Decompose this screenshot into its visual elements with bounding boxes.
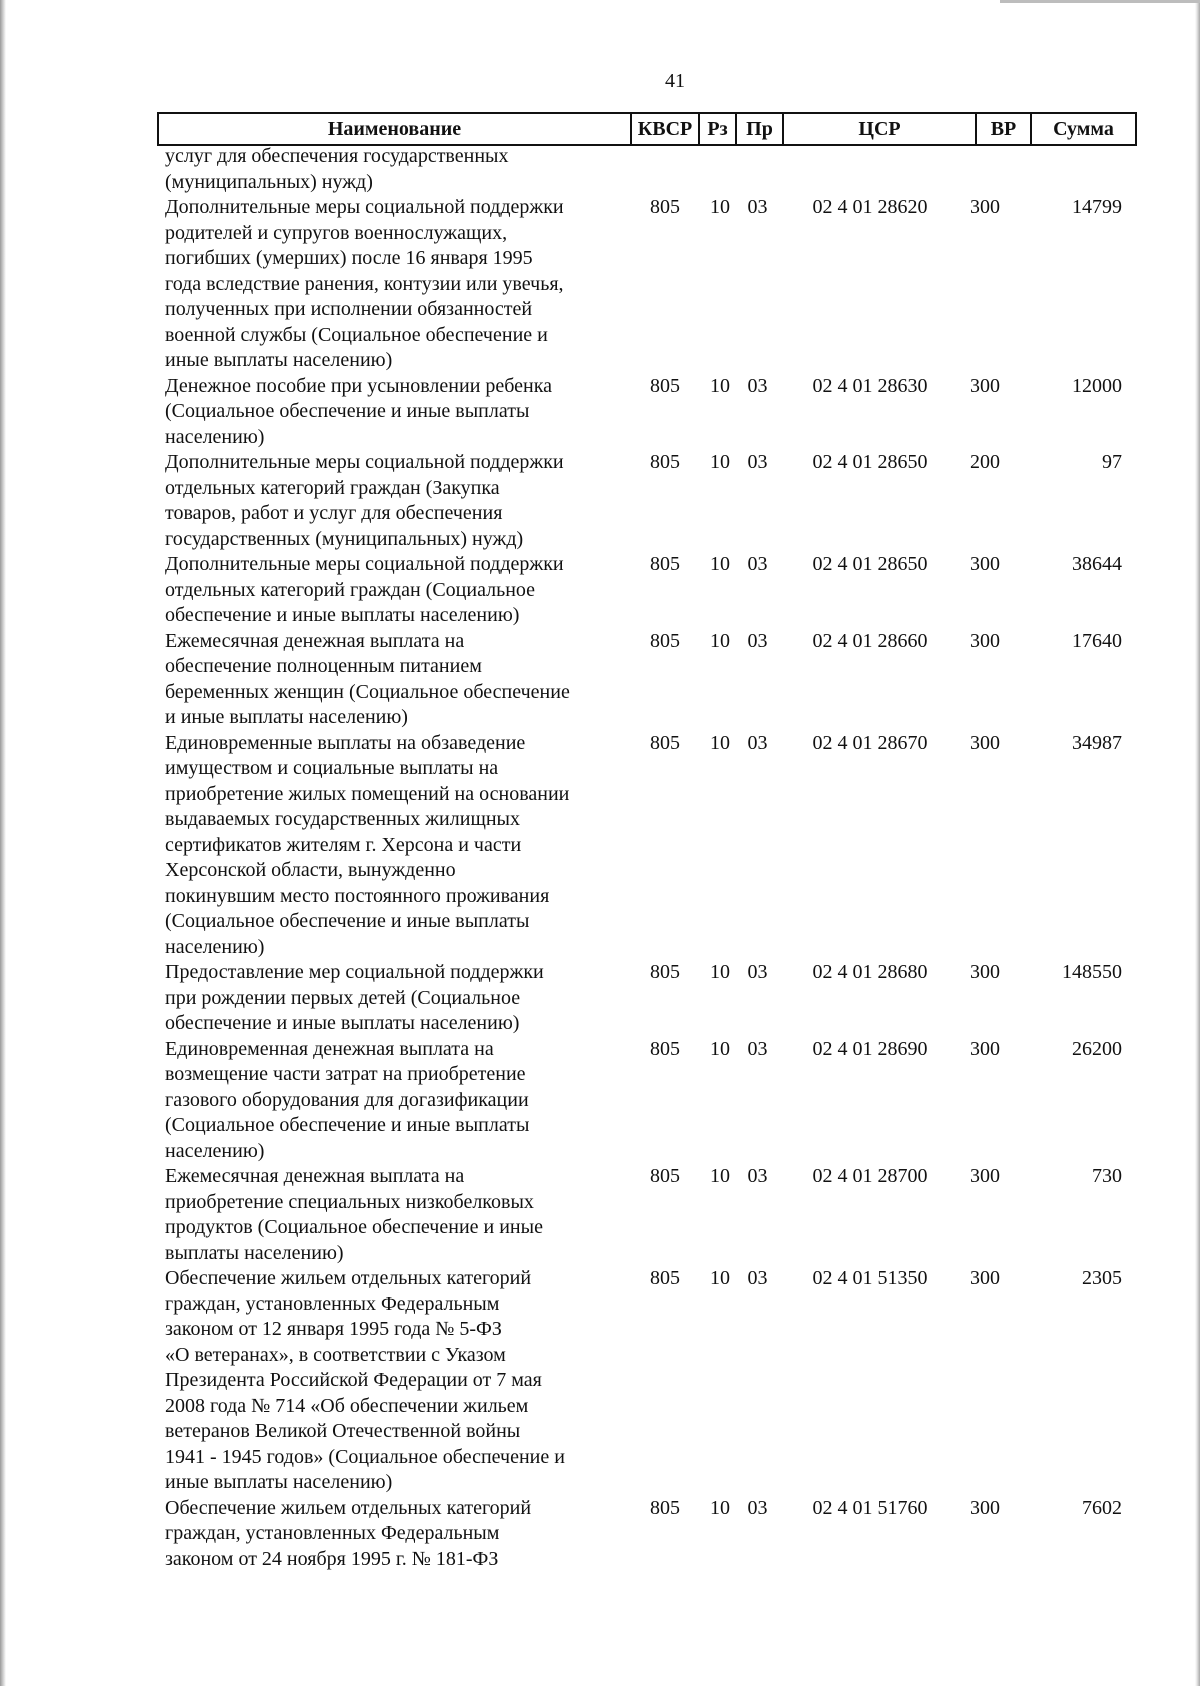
row-name [165, 1164, 615, 1266]
row-sum: 148550 [1062, 961, 1122, 983]
row-csr: 02 4 01 51760 [812, 1496, 928, 1519]
row-kvsr: 805 [650, 731, 680, 754]
row-pr: 03 [747, 961, 768, 983]
scan-edge-right [1195, 0, 1200, 1686]
row-kvsr: 805 [650, 1165, 680, 1187]
row-rz: 10 [710, 731, 730, 754]
row-pr: 03 [747, 1037, 768, 1060]
row-sum: 26200 [1072, 1037, 1122, 1060]
row-vr: 300 [970, 1267, 1000, 1289]
name-line: услуг для обеспечения государственных [165, 145, 509, 167]
page-number: 41 [665, 70, 685, 92]
name-line: 1941 - 1945 годов» (Социальное обеспечение и [165, 1445, 565, 1468]
row-rz: 10 [710, 1496, 730, 1519]
row-pr: 03 [747, 1267, 768, 1289]
row-name [165, 960, 615, 1037]
row-name [165, 1496, 615, 1573]
name-line: года вследствие ранения, контузии или увечья, [165, 272, 564, 295]
table-row [165, 731, 1135, 961]
row-vr: 300 [970, 731, 1000, 754]
name-line: Единовременные выплаты на обзаведение [165, 731, 526, 754]
row-csr: 02 4 01 28680 [812, 961, 928, 983]
row-kvsr: 805 [650, 1496, 680, 1519]
name-line: граждан, установленных Федеральным [165, 1522, 500, 1544]
row-vr: 300 [970, 961, 1000, 983]
row-vr: 300 [970, 1496, 1000, 1519]
table-row [165, 1266, 1135, 1496]
row-name [165, 374, 615, 451]
row-pr: 03 [747, 451, 768, 473]
row-csr: 02 4 01 28660 [812, 629, 928, 652]
name-line: законом от 24 ноября 1995 г. № 181-ФЗ [165, 1547, 499, 1570]
row-pr: 03 [747, 1165, 768, 1187]
row-sum: 34987 [1072, 731, 1122, 754]
row-csr: 02 4 01 28690 [812, 1037, 928, 1060]
row-csr: 02 4 01 28650 [812, 451, 928, 473]
scan-edge-left [0, 0, 6, 1686]
name-line: граждан, установленных Федеральным [165, 1292, 500, 1315]
row-rz: 10 [710, 1267, 730, 1289]
name-line: Единовременная денежная выплата на [165, 1037, 494, 1060]
name-line: законом от 12 января 1995 года № 5-ФЗ [165, 1318, 502, 1340]
name-line: (Социальное обеспечение и иные выплаты [165, 400, 530, 422]
row-vr: 300 [970, 1165, 1000, 1187]
name-line: Ежемесячная денежная выплата на [165, 629, 465, 652]
table-row [165, 1037, 1135, 1165]
name-line: Президента Российской Федерации от 7 мая [165, 1369, 542, 1391]
row-pr: 03 [747, 1496, 768, 1519]
row-kvsr: 805 [650, 1267, 680, 1289]
table-header [157, 112, 1137, 146]
row-rz: 10 [710, 553, 730, 575]
name-line: Обеспечение жильем отдельных категорий [165, 1496, 532, 1519]
row-csr: 02 4 01 28620 [812, 196, 928, 218]
table-row [165, 960, 1135, 1037]
row-sum: 97 [1102, 451, 1122, 473]
name-line: ветеранов Великой Отечественной войны [165, 1420, 521, 1442]
row-name [165, 1266, 615, 1496]
row-kvsr: 805 [650, 451, 680, 473]
name-line: имуществом и социальные выплаты на [165, 757, 499, 779]
name-line: приобретение специальных низкобелковых [165, 1190, 534, 1213]
row-pr: 03 [747, 553, 768, 575]
name-line: населению) [165, 425, 265, 448]
row-rz: 10 [710, 196, 730, 218]
row-kvsr: 805 [650, 374, 680, 397]
name-line: сертификатов жителям г. Херсона и части [165, 833, 522, 856]
row-rz: 10 [710, 1037, 730, 1060]
row-pr: 03 [747, 374, 768, 397]
row-csr: 02 4 01 28630 [812, 374, 928, 397]
name-line: газового оборудования для догазификации [165, 1088, 529, 1111]
row-kvsr: 805 [650, 553, 680, 575]
header-rz: Рз [700, 114, 737, 144]
row-kvsr: 805 [650, 196, 680, 218]
row-name [165, 144, 615, 195]
header-name: Наименование [157, 114, 632, 144]
table-row [165, 374, 1135, 451]
row-name [165, 1037, 615, 1165]
row-kvsr: 805 [650, 961, 680, 983]
name-line: Денежное пособие при усыновлении ребенка [165, 374, 553, 397]
table-row [165, 144, 1135, 195]
table-row [165, 195, 1135, 374]
row-sum: 12000 [1072, 374, 1122, 397]
row-sum: 17640 [1072, 629, 1122, 652]
name-line: иные выплаты населению) [165, 349, 393, 371]
row-kvsr: 805 [650, 1037, 680, 1060]
name-line: полученных при исполнении обязанностей [165, 298, 533, 320]
name-line: «О ветеранах», в соответствии с Указом [165, 1343, 506, 1366]
name-line: выдаваемых государственных жилищных [165, 808, 520, 830]
row-sum: 38644 [1072, 553, 1122, 575]
row-csr: 02 4 01 28700 [812, 1165, 928, 1187]
name-line: Предоставление мер социальной поддержки [165, 961, 544, 983]
name-line: обеспечение полноценным питанием [165, 655, 482, 677]
name-line: возмещение части затрат на приобретение [165, 1063, 526, 1085]
name-line: Ежемесячная денежная выплата на [165, 1165, 465, 1187]
header-sum: Сумма [1032, 114, 1137, 144]
row-pr: 03 [747, 196, 768, 218]
row-rz: 10 [710, 629, 730, 652]
row-name [165, 552, 615, 629]
row-name [165, 450, 615, 552]
name-line: отдельных категорий граждан (Социальное [165, 578, 536, 601]
name-line: Обеспечение жильем отдельных категорий [165, 1267, 532, 1289]
scan-edge-top [1000, 0, 1200, 3]
row-csr: 02 4 01 28650 [812, 553, 928, 575]
table-row [165, 629, 1135, 731]
row-vr: 300 [970, 629, 1000, 652]
row-name [165, 629, 615, 731]
row-name [165, 731, 615, 961]
name-line: Херсонской области, вынужденно [165, 859, 456, 881]
row-csr: 02 4 01 28670 [812, 731, 928, 754]
row-sum: 14799 [1072, 196, 1122, 218]
name-line: родителей и супругов военнослужащих, [165, 221, 508, 244]
row-pr: 03 [747, 731, 768, 754]
name-line: погибших (умерших) после 16 января 1995 [165, 247, 533, 269]
name-line: обеспечение и иные выплаты населению) [165, 1012, 520, 1034]
name-line: беременных женщин (Социальное обеспечение [165, 680, 570, 703]
name-line: и иные выплаты населению) [165, 706, 408, 728]
name-line: (муниципальных) нужд) [165, 170, 373, 193]
name-line: при рождении первых детей (Социальное [165, 986, 521, 1009]
name-line: (Социальное обеспечение и иные выплаты [165, 1114, 530, 1136]
row-rz: 10 [710, 374, 730, 397]
row-sum: 730 [1092, 1165, 1122, 1187]
name-line: 2008 года № 714 «Об обеспечении жильем [165, 1394, 529, 1417]
name-line: населению) [165, 1139, 265, 1162]
name-line: выплаты населению) [165, 1241, 344, 1264]
row-pr: 03 [747, 629, 768, 652]
name-line: государственных (муниципальных) нужд) [165, 527, 524, 550]
row-vr: 300 [970, 553, 1000, 575]
name-line: товаров, работ и услуг для обеспечения [165, 502, 503, 524]
table-row [165, 1496, 1135, 1573]
row-vr: 300 [970, 1037, 1000, 1060]
name-line: приобретение жилых помещений на основании [165, 782, 570, 805]
row-vr: 300 [970, 196, 1000, 218]
name-line: иные выплаты населению) [165, 1471, 393, 1493]
name-line: обеспечение и иные выплаты населению) [165, 604, 520, 626]
row-rz: 10 [710, 961, 730, 983]
name-line: Дополнительные меры социальной поддержки [165, 451, 564, 473]
header-vr: ВР [977, 114, 1032, 144]
row-sum: 2305 [1082, 1267, 1122, 1289]
table-body [165, 144, 1135, 1572]
name-line: военной службы (Социальное обеспечение и [165, 323, 548, 346]
row-vr: 300 [970, 374, 1000, 397]
row-sum: 7602 [1082, 1496, 1122, 1519]
table-row [165, 450, 1135, 552]
name-line: Дополнительные меры социальной поддержки [165, 553, 564, 575]
name-line: продуктов (Социальное обеспечение и иные [165, 1216, 543, 1238]
header-kvsr: КВСР [632, 114, 700, 144]
row-vr: 200 [970, 451, 1000, 473]
row-name [165, 195, 615, 374]
header-csr: ЦСР [782, 114, 977, 144]
row-csr: 02 4 01 51350 [812, 1267, 928, 1289]
table-row [165, 552, 1135, 629]
name-line: Дополнительные меры социальной поддержки [165, 196, 564, 218]
header-pr: Пр [746, 118, 773, 140]
name-line: покинувшим место постоянного проживания [165, 884, 550, 907]
row-kvsr: 805 [650, 629, 680, 652]
table-row [165, 1164, 1135, 1266]
row-rz: 10 [710, 1165, 730, 1187]
row-rz: 10 [710, 451, 730, 473]
name-line: (Социальное обеспечение и иные выплаты [165, 910, 530, 932]
name-line: населению) [165, 935, 265, 958]
name-line: отдельных категорий граждан (Закупка [165, 476, 500, 499]
